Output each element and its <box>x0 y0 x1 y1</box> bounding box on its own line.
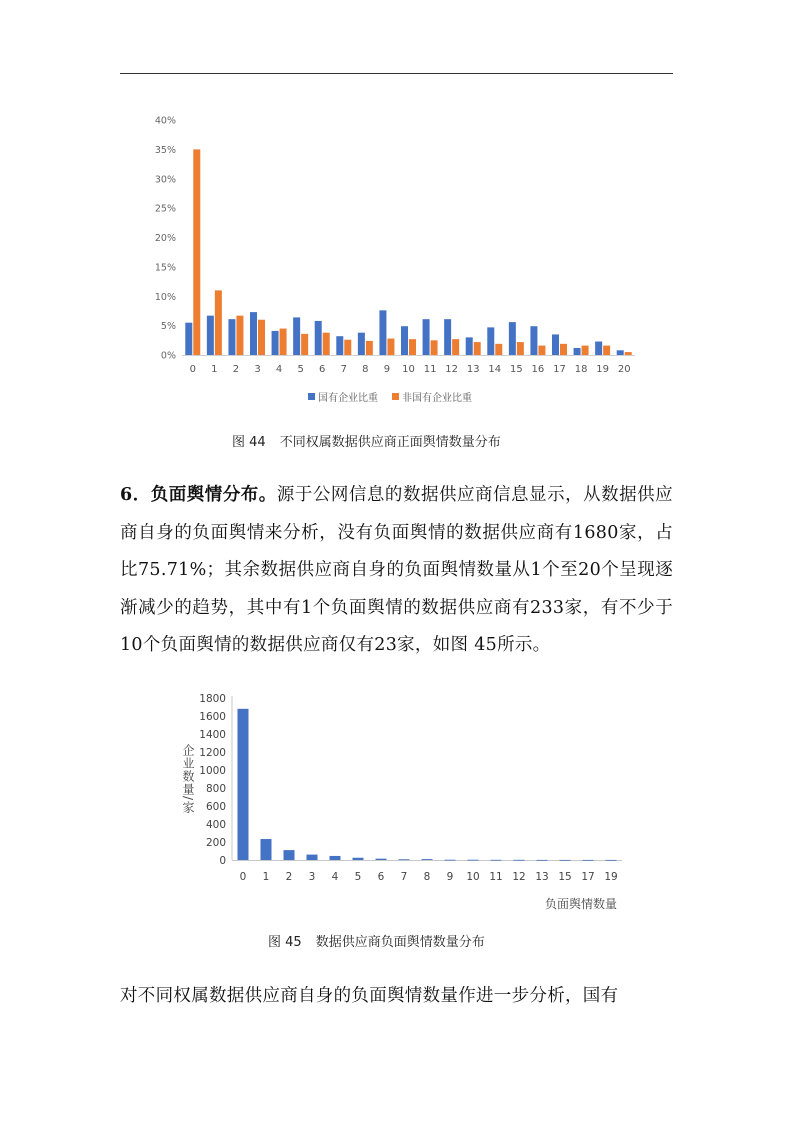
x-tick-label: 3 <box>254 364 261 375</box>
bar-non-state-owned <box>258 320 265 355</box>
x-tick-label: 4 <box>331 871 339 883</box>
bar <box>606 860 617 861</box>
x-tick-label: 15 <box>509 364 523 375</box>
x-tick-label: 15 <box>558 871 572 883</box>
y-tick-label: 25% <box>154 203 176 215</box>
x-tick-label: 0 <box>239 871 247 883</box>
bar <box>514 860 525 861</box>
bar <box>376 859 387 860</box>
bar-state-owned <box>444 319 451 355</box>
bar-state-owned <box>336 336 343 355</box>
y-tick-label: 1200 <box>199 747 226 759</box>
bar-non-state-owned <box>560 344 567 355</box>
bar <box>261 839 272 860</box>
bar-state-owned <box>530 326 537 355</box>
x-tick-label: 19 <box>596 364 610 375</box>
bar-state-owned <box>552 334 559 355</box>
bar-non-state-owned <box>431 340 438 355</box>
y-tick-label: 0 <box>219 855 226 867</box>
bar-state-owned <box>250 312 257 355</box>
x-tick-label: 17 <box>553 364 566 375</box>
bar-non-state-owned <box>474 342 481 355</box>
paragraph-negative-sentiment <box>120 477 673 665</box>
x-tick-label: 8 <box>423 871 431 883</box>
x-tick-label: 19 <box>604 871 618 883</box>
bar-non-state-owned <box>193 149 200 355</box>
x-tick-label: 6 <box>319 364 326 375</box>
x-tick-label: 11 <box>489 871 503 883</box>
bar-state-owned <box>293 317 300 355</box>
bar-state-owned <box>617 350 624 355</box>
y-tick-label: 35% <box>154 144 176 156</box>
figure-44-number: 图 44 <box>232 435 266 450</box>
y-tick-label: 40% <box>154 115 176 127</box>
figure-45-chart <box>170 688 640 916</box>
bar-non-state-owned <box>603 346 610 355</box>
x-tick-label: 12 <box>512 871 526 883</box>
legend-swatch <box>308 393 315 400</box>
bar <box>330 856 341 860</box>
bar-state-owned <box>595 341 602 355</box>
bar-state-owned <box>207 316 214 355</box>
bar <box>583 860 594 861</box>
figure-44-chart <box>140 108 660 413</box>
y-tick-label: 0% <box>160 350 176 362</box>
bar <box>422 859 433 860</box>
x-tick-label: 7 <box>340 364 347 375</box>
figure-45-number: 图 45 <box>268 935 302 950</box>
y-tick-label: 200 <box>205 837 226 849</box>
bar-non-state-owned <box>215 290 222 355</box>
bar-state-owned <box>466 337 473 355</box>
y-axis-label: 企业数量/家 <box>181 744 195 815</box>
y-tick-label: 15% <box>154 262 176 274</box>
bar-non-state-owned <box>280 329 287 355</box>
bar <box>399 859 410 860</box>
bar <box>537 860 548 861</box>
x-tick-label: 13 <box>466 364 480 375</box>
y-tick-label: 1600 <box>199 711 226 723</box>
figure-44-title: 不同权属数据供应商正面舆情数量分布 <box>279 435 501 450</box>
y-tick-label: 600 <box>205 801 226 813</box>
legend-swatch <box>392 393 399 400</box>
x-tick-label: 16 <box>531 364 545 375</box>
figure-45-caption <box>268 931 485 950</box>
header-rule <box>120 73 673 74</box>
bar <box>445 860 456 861</box>
x-tick-label: 5 <box>354 871 362 883</box>
bar-non-state-owned <box>366 341 373 355</box>
x-axis-label: 负面舆情数量 <box>544 897 617 911</box>
x-tick-label: 11 <box>423 364 437 375</box>
x-tick-label: 5 <box>297 364 304 375</box>
bar-state-owned <box>509 322 516 355</box>
x-tick-label: 2 <box>232 364 240 375</box>
bar <box>238 709 249 860</box>
x-tick-label: 12 <box>445 364 459 375</box>
x-tick-label: 9 <box>446 871 454 883</box>
bar-non-state-owned <box>625 352 632 355</box>
x-tick-label: 10 <box>466 871 480 883</box>
paragraph-followup <box>120 978 673 1016</box>
bar-non-state-owned <box>236 316 243 355</box>
y-tick-label: 1400 <box>199 729 226 741</box>
y-tick-label: 1000 <box>199 765 226 777</box>
bar-non-state-owned <box>387 339 394 355</box>
bar-state-owned <box>185 323 192 355</box>
x-tick-label: 14 <box>488 364 502 375</box>
bar <box>307 855 318 860</box>
bar-non-state-owned <box>323 333 330 355</box>
x-tick-label: 10 <box>402 364 415 375</box>
bar-state-owned <box>487 327 494 355</box>
bar-non-state-owned <box>582 346 589 355</box>
legend-label: 非国有企业比重 <box>402 393 472 404</box>
y-tick-label: 400 <box>205 819 226 831</box>
x-tick-label: 20 <box>617 364 631 375</box>
bar-state-owned <box>574 348 581 355</box>
bar-non-state-owned <box>301 334 308 355</box>
x-tick-label: 0 <box>189 364 196 375</box>
bar <box>284 850 295 860</box>
x-tick-label: 6 <box>377 871 385 883</box>
bar-non-state-owned <box>517 342 524 355</box>
x-tick-label: 18 <box>574 364 588 375</box>
figure-44-caption <box>232 431 501 450</box>
y-tick-label: 800 <box>205 783 226 795</box>
paragraph-body: 源于公网信息的数据供应商信息显示，从数据供应商自身的负面舆情来分析，没有负面舆情的数据供应商有1680家，占比75.71%；其余数据供应商自身的负面舆情数量从1个至20个呈现逐渐减少的趋势，其中有1个负面舆情的数据供应商有233家，有不少于10个负面舆情的数据供应商仅有23家，如图 45所示。 <box>120 485 673 655</box>
bar-state-owned <box>315 321 322 355</box>
x-tick-label: 2 <box>285 871 293 883</box>
bar-non-state-owned <box>538 346 545 355</box>
paragraph-lead: 6．负面舆情分布。 <box>120 485 277 505</box>
bar-non-state-owned <box>344 340 351 355</box>
y-tick-label: 30% <box>154 174 176 186</box>
bar-non-state-owned <box>409 339 416 355</box>
bar <box>491 860 502 861</box>
bar-state-owned <box>423 319 430 355</box>
y-tick-label: 10% <box>154 291 176 303</box>
figure-45-title: 数据供应商负面舆情数量分布 <box>315 935 485 950</box>
x-tick-label: 3 <box>308 871 316 883</box>
bar <box>353 858 364 860</box>
x-tick-label: 8 <box>362 364 369 375</box>
y-tick-label: 1800 <box>199 693 226 705</box>
x-tick-label: 1 <box>211 364 218 375</box>
y-tick-label: 20% <box>154 233 176 244</box>
bar-state-owned <box>401 326 408 355</box>
x-tick-label: 17 <box>581 871 595 883</box>
x-tick-label: 13 <box>535 871 549 883</box>
x-tick-label: 9 <box>383 364 391 375</box>
bar-state-owned <box>228 319 235 355</box>
paragraph-body: 对不同权属数据供应商自身的负面舆情数量作进一步分析，国有 <box>120 986 619 1006</box>
bar-state-owned <box>272 331 279 355</box>
legend-label: 国有企业比重 <box>318 393 378 404</box>
y-tick-label: 5% <box>160 321 176 333</box>
bar-non-state-owned <box>452 339 459 355</box>
x-tick-label: 7 <box>400 871 408 883</box>
bar-state-owned <box>379 310 386 355</box>
bar-non-state-owned <box>495 344 502 355</box>
bar-state-owned <box>358 333 365 355</box>
bar <box>468 860 479 861</box>
bar <box>560 860 571 861</box>
x-tick-label: 1 <box>262 871 270 883</box>
x-tick-label: 4 <box>275 364 283 375</box>
